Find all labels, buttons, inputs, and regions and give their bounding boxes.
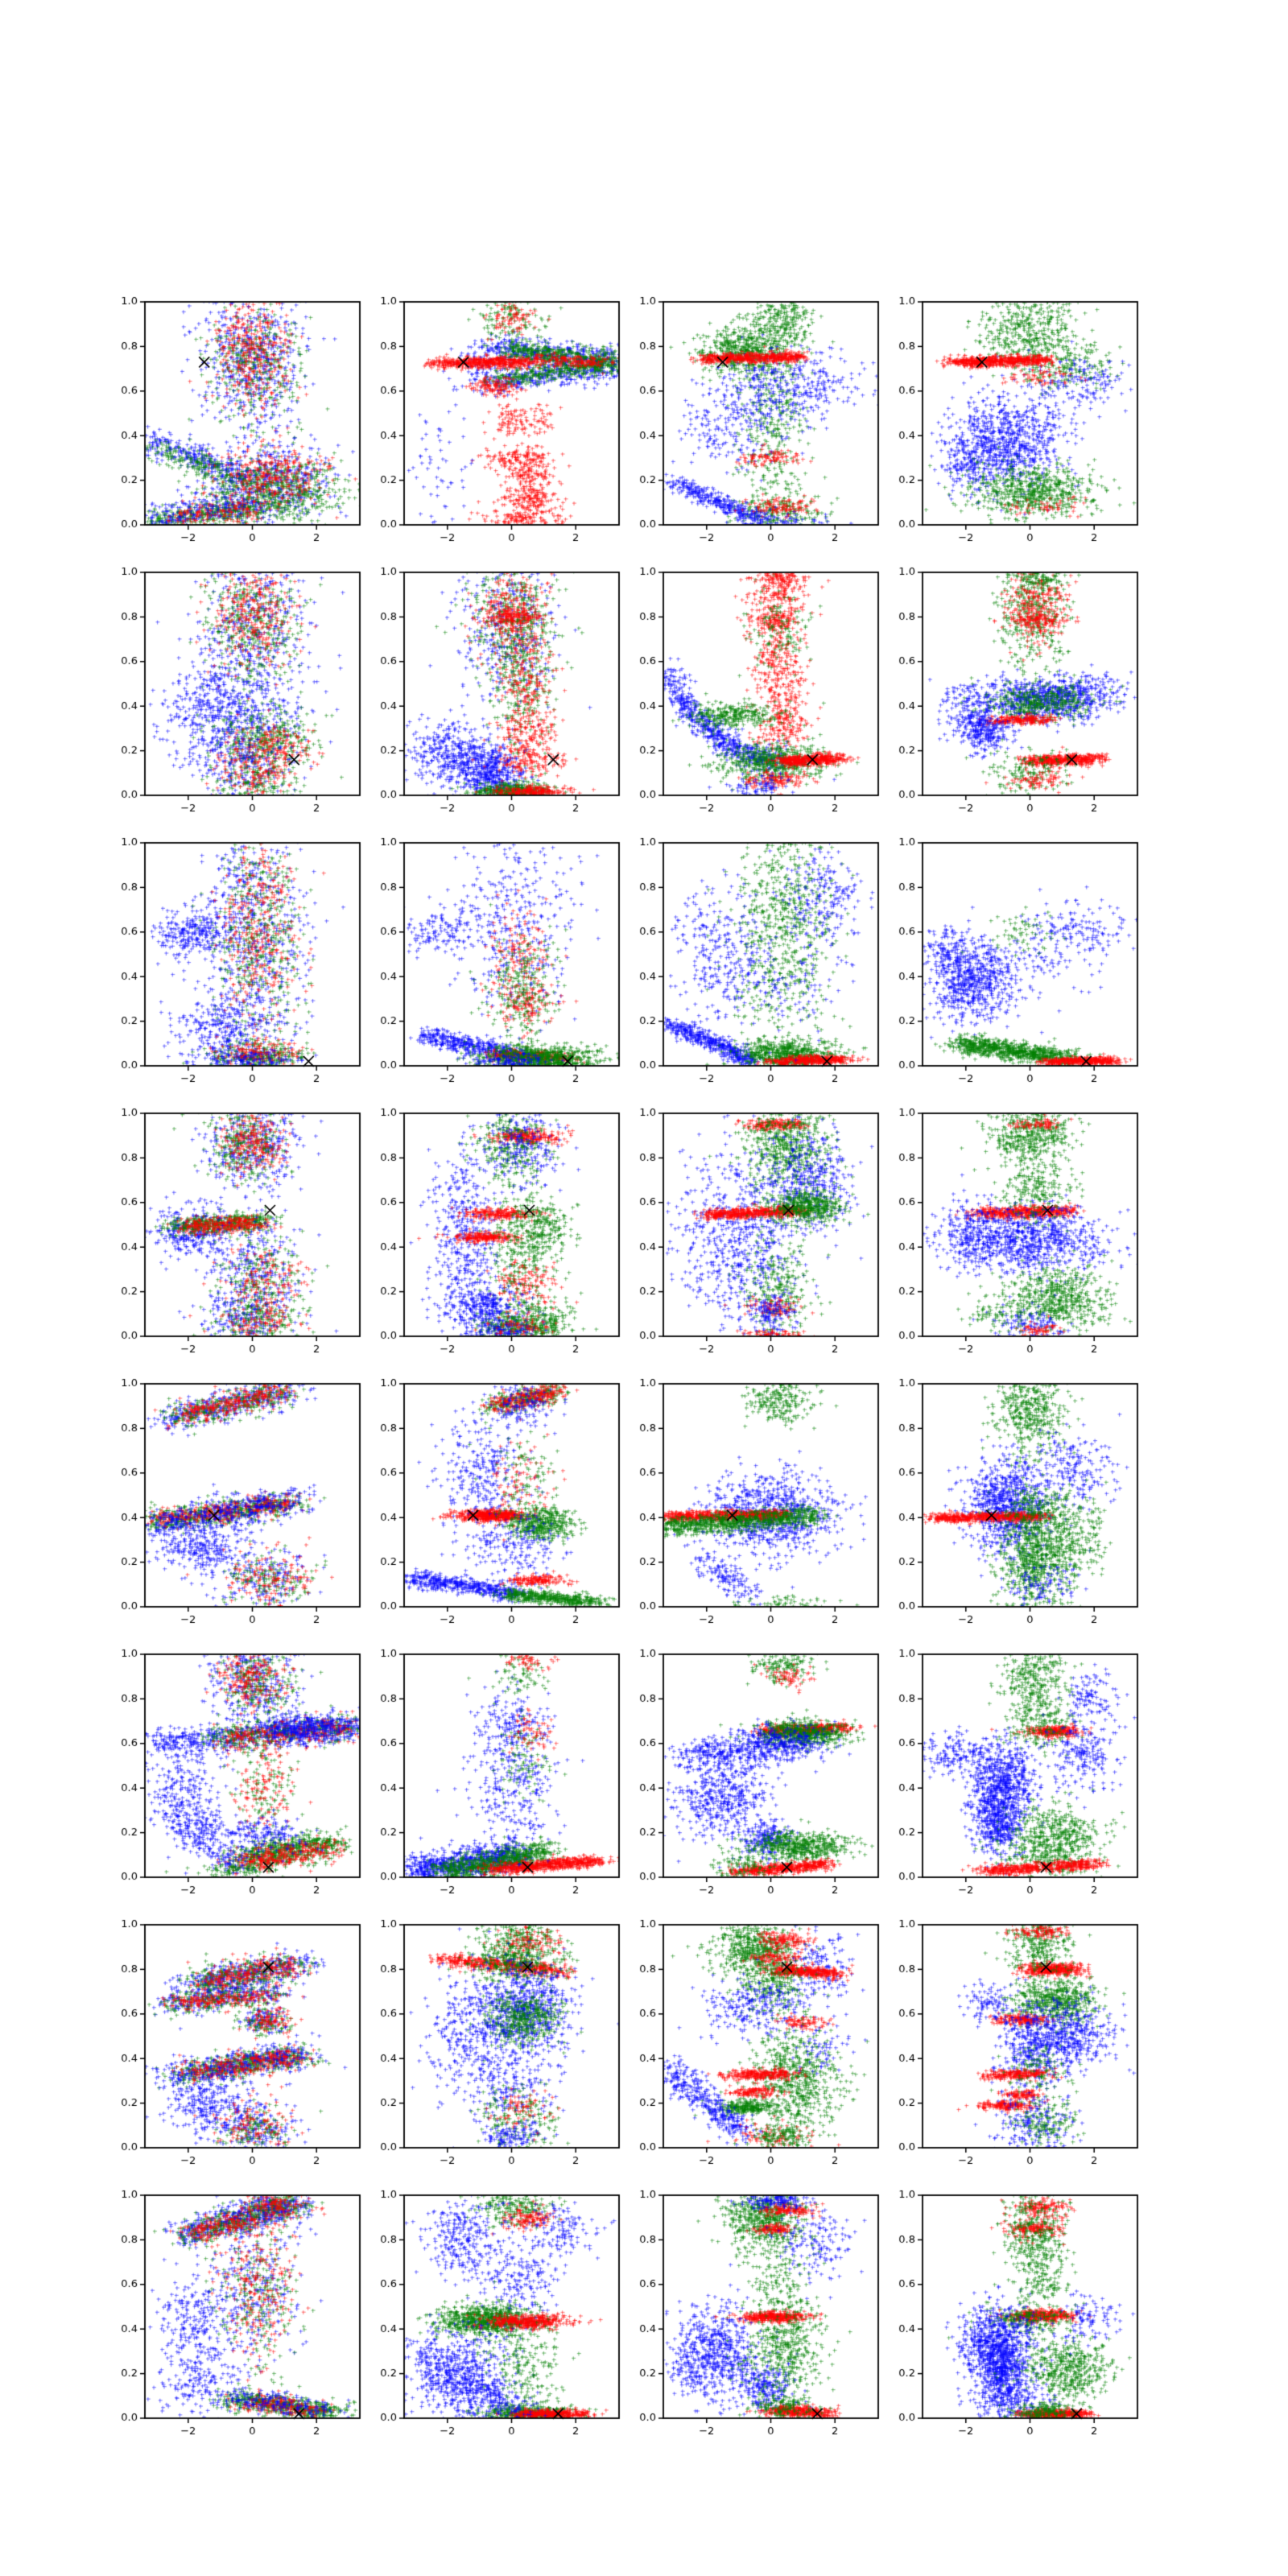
subplot-r3c1 (106, 833, 372, 1100)
subplot-r5c1 (106, 1374, 372, 1641)
subplot-r4c3 (625, 1104, 890, 1371)
subplot-r2c3 (625, 563, 890, 830)
subplot-r4c4 (884, 1104, 1150, 1371)
subplot-r6c2 (365, 1645, 631, 1912)
subplot-r2c1 (106, 563, 372, 830)
subplot-r5c3 (625, 1374, 890, 1641)
subplot-r4c2 (365, 1104, 631, 1371)
subplot-r2c2 (365, 563, 631, 830)
subplot-r7c2 (365, 1915, 631, 2182)
subplot-r6c3 (625, 1645, 890, 1912)
subplot-r8c1 (106, 2186, 372, 2453)
subplot-r5c2 (365, 1374, 631, 1641)
subplot-r7c3 (625, 1915, 890, 2182)
subplot-r3c3 (625, 833, 890, 1100)
subplot-r8c2 (365, 2186, 631, 2453)
subplot-r7c4 (884, 1915, 1150, 2182)
subplot-r1c3 (625, 292, 890, 559)
subplot-r6c4 (884, 1645, 1150, 1912)
subplot-r7c1 (106, 1915, 372, 2182)
subplot-r3c2 (365, 833, 631, 1100)
subplot-r4c1 (106, 1104, 372, 1371)
subplot-r8c4 (884, 2186, 1150, 2453)
subplot-r5c4 (884, 1374, 1150, 1641)
subplot-r3c4 (884, 833, 1150, 1100)
subplot-r8c3 (625, 2186, 890, 2453)
subplot-r2c4 (884, 563, 1150, 830)
subplot-r1c2 (365, 292, 631, 559)
subplot-r1c4 (884, 292, 1150, 559)
subplot-r1c1 (106, 292, 372, 559)
subplot-r6c1 (106, 1645, 372, 1912)
